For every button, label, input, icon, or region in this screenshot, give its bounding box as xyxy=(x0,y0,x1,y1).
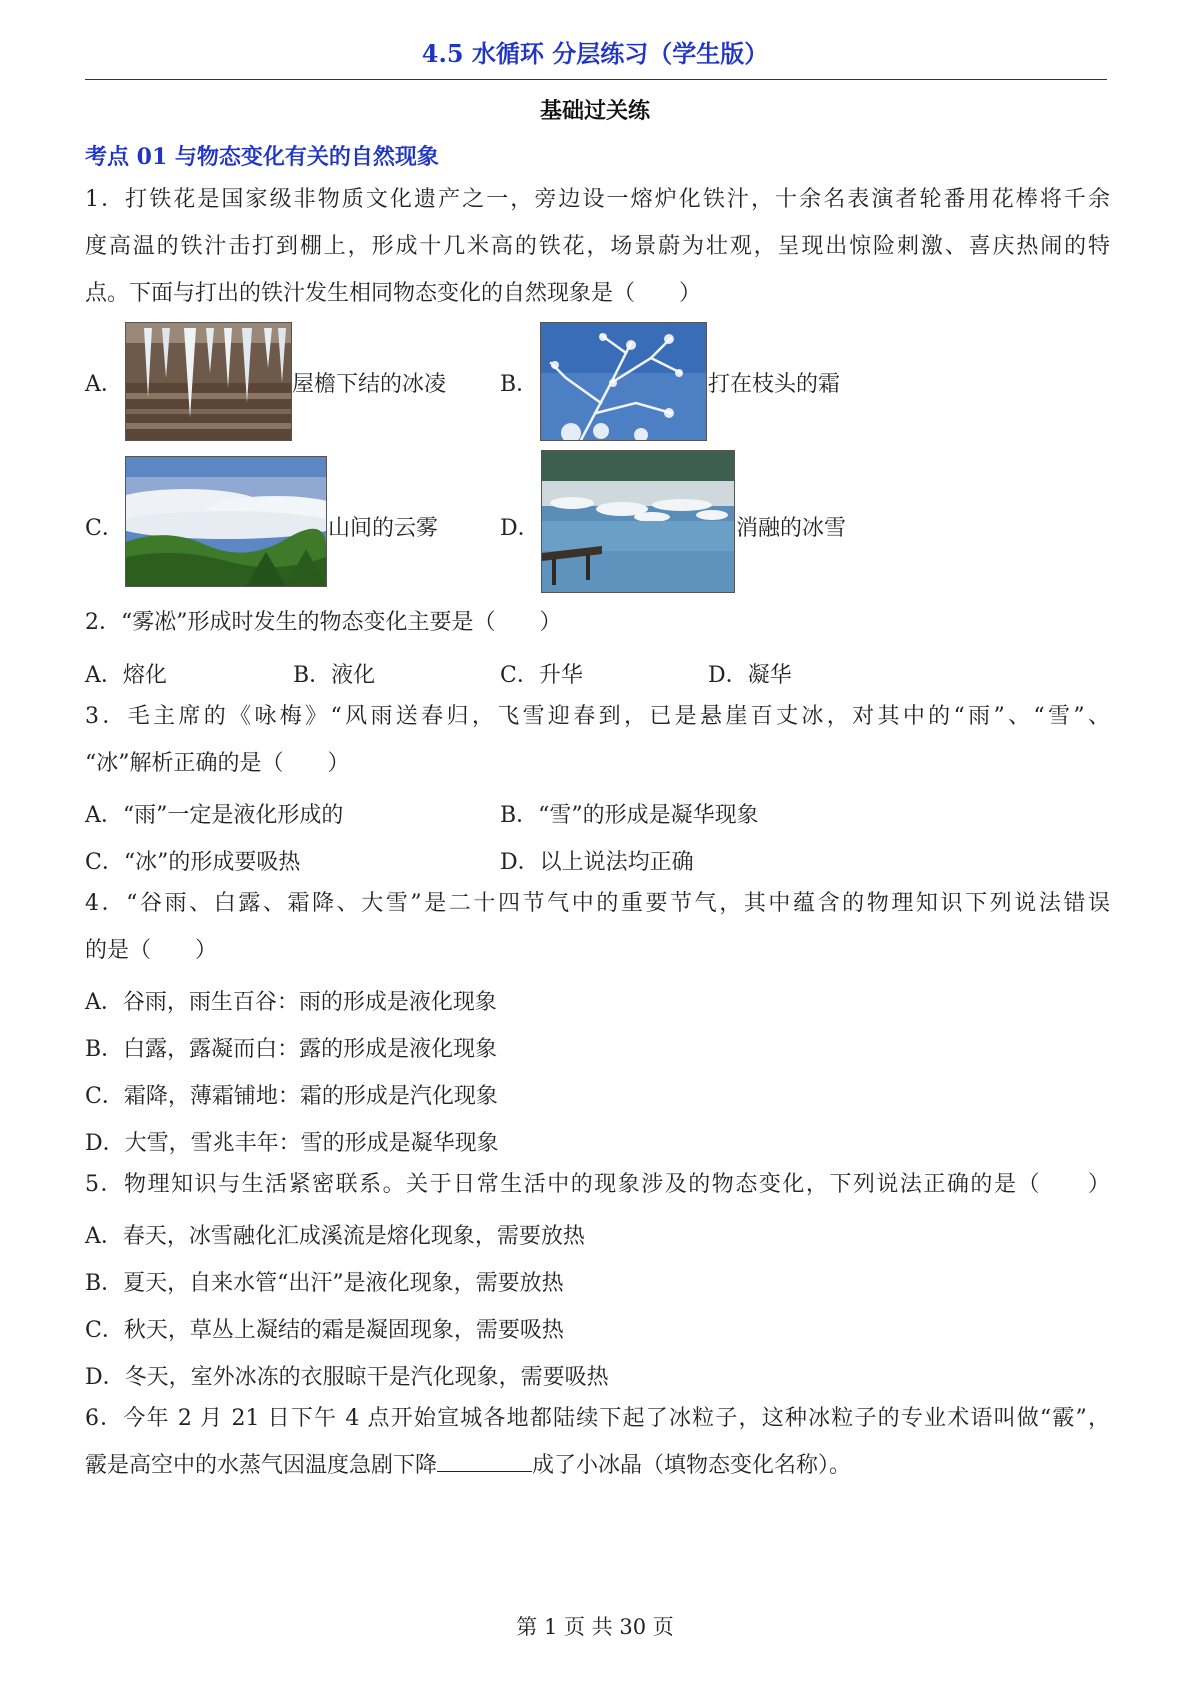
page-footer: 第 1 页 共 30 页 xyxy=(516,1615,674,1639)
q5-stem: 5．物理知识与生活紧密联系。关于日常生活中的现象涉及的物态变化，下列说法正确的是（ ） xyxy=(85,1172,1110,1197)
q2-option-a: A．熔化 xyxy=(85,663,167,688)
q3-option-a: A．“雨”一定是液化形成的 xyxy=(85,803,344,828)
q1-option-c-text: 山间的云雾 xyxy=(328,516,439,541)
q4-option-c: C．霜降，薄霜铺地：霜的形成是汽化现象 xyxy=(85,1084,498,1109)
q1-option-c-letter: C． xyxy=(85,516,124,541)
q1-stem-line-1: 1．打铁花是国家级非物质文化遗产之一，旁边设一熔炉化铁汁，十余名表演者轮番用花棒将千余 xyxy=(85,187,1110,212)
q4-stem-line-1: 4．“谷雨、白露、霜降、大雪”是二十四节气中的重要节气，其中蕴含的物理知识下列说法错误 xyxy=(85,891,1110,916)
q5-option-b: B．夏天，自来水管“出汗”是液化现象，需要放热 xyxy=(85,1271,564,1296)
document-title: 4.5 水循环 分层练习（学生版） xyxy=(421,39,769,68)
q2-stem: 2．“雾凇”形成时发生的物态变化主要是（ ） xyxy=(85,610,562,635)
q1-option-a-text: 屋檐下结的冰凌 xyxy=(292,372,447,397)
q4-option-a: A．谷雨，雨生百谷：雨的形成是液化现象 xyxy=(85,990,497,1015)
q1-option-b-letter: B． xyxy=(500,372,539,397)
q6-text-after-blank: 成了小冰晶（填物态变化名称）。 xyxy=(532,1453,852,1478)
q1-option-d-text: 消融的冰雪 xyxy=(736,516,847,541)
q5-option-d: D．冬天，室外冰冻的衣服晾干是汽化现象，需要吸热 xyxy=(85,1365,609,1390)
q4-stem-line-2: 的是（ ） xyxy=(85,938,218,963)
q3-option-b: B．“雪”的形成是凝华现象 xyxy=(500,803,759,828)
mountain-clouds-photo xyxy=(125,456,327,587)
section-title: 基础过关练 xyxy=(539,98,650,124)
melting-ice-photo xyxy=(541,450,735,593)
q3-option-d: D．以上说法均正确 xyxy=(500,850,694,875)
header-divider xyxy=(85,79,1107,80)
q3-stem-line-1: 3．毛主席的《咏梅》“风雨送春归，飞雪迎春到，已是悬崖百丈冰，对其中的“雨”、“雪”、 xyxy=(85,704,1110,729)
topic-heading: 考点 01 与物态变化有关的自然现象 xyxy=(85,144,439,170)
q1-stem-line-3: 点。下面与打出的铁汁发生相同物态变化的自然现象是（ ） xyxy=(85,281,702,306)
q3-stem-line-2: “冰”解析正确的是（ ） xyxy=(85,751,350,776)
icicles-photo xyxy=(125,322,292,441)
q4-option-d: D．大雪，雪兆丰年：雪的形成是凝华现象 xyxy=(85,1131,499,1156)
q2-option-c: C．升华 xyxy=(500,663,583,688)
q1-option-a-letter: A． xyxy=(85,372,123,397)
q5-option-c: C．秋天，草丛上凝结的霜是凝固现象，需要吸热 xyxy=(85,1318,564,1343)
q4-option-b: B．白露，露凝而白：露的形成是液化现象 xyxy=(85,1037,498,1062)
q1-option-d-letter: D． xyxy=(500,516,540,541)
q5-option-a: A．春天，冰雪融化汇成溪流是熔化现象，需要放热 xyxy=(85,1224,585,1249)
q6-stem-line-1: 6．今年 2 月 21 日下午 4 点开始宣城各地都陆续下起了冰粒子，这种冰粒子的专业术语叫做“霰”， xyxy=(85,1406,1110,1431)
q1-option-b-text: 打在枝头的霜 xyxy=(708,372,841,397)
frost-branches-photo xyxy=(540,322,707,441)
q6-text-before-blank: 霰是高空中的水蒸气因温度急剧下降 xyxy=(85,1453,438,1478)
q6-answer-blank[interactable] xyxy=(437,1451,532,1472)
q3-option-c: C．“冰”的形成要吸热 xyxy=(85,850,301,875)
q6-stem-line-2 xyxy=(85,1442,1110,1489)
q1-stem-line-2: 度高温的铁汁击打到棚上，形成十几米高的铁花，场景蔚为壮观，呈现出惊险刺激、喜庆热闹的特 xyxy=(85,234,1110,259)
q2-option-b: B．液化 xyxy=(293,663,376,688)
q2-option-d: D．凝华 xyxy=(708,663,792,688)
